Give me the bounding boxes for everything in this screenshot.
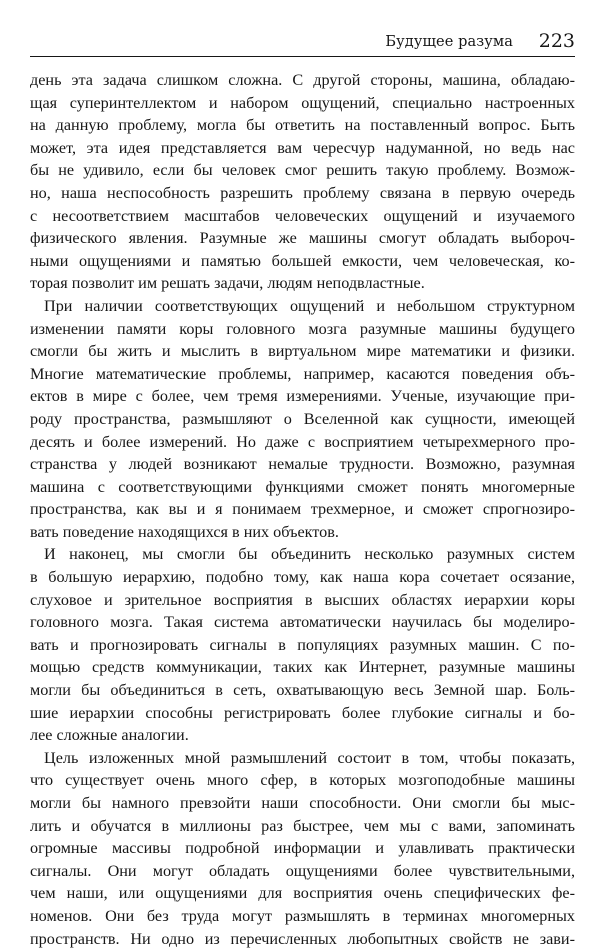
text-line: ными ощущениями и памятью большей емкости, чем человеческая, ко- [30, 251, 575, 270]
text-line: странства у людей возникают немалые трудности. Возможно, разумная [30, 455, 575, 474]
text-line: Многие математические проблемы, например, касаются поведения объ- [30, 364, 575, 383]
text-line: лее сложные аналогии. [30, 726, 189, 745]
text-line: вать и прогнозировать сигналы в популяциях разумных машин. С по- [30, 635, 575, 654]
text-line: могли бы намного превзойти наши способности. Они смогли бы мыс- [30, 794, 575, 812]
text-line: физического явления. Разумные же машины смогут обладать выбороч- [30, 229, 575, 248]
text-line: головного мозга. Такая система автоматически научилась бы моделиро- [30, 613, 575, 632]
text-line: чем наши, или ощущениями для восприятия очень специфических фе- [30, 884, 575, 903]
text-line: шие иерархии способны регистрировать более глубокие сигналы и бо- [30, 703, 575, 722]
text-line: огромные массивы подробной информации и улавливать практически [30, 839, 575, 858]
paragraph [30, 69, 575, 295]
paragraph [30, 747, 575, 950]
text-line: с несоответствием масштабов человеческих ощущений и изучаемого [30, 206, 575, 225]
text-line: что существует очень много сфер, в которых мозгоподобные машины [30, 771, 575, 790]
text-line: десять и более измерений. Но даже с восприятием четырехмерного про- [30, 432, 575, 451]
text-line: может, эта идея представляется вам чересчур надуманной, но ведь нас [30, 138, 575, 157]
text-line: лить и обучатся в миллионы раз быстрее, чем мы с вами, запоминать [30, 816, 575, 835]
header-rule [30, 56, 575, 57]
text-line: пространств. Ни одно из перечисленных любопытных свойств не зави- [30, 929, 575, 948]
text-line: вать поведение находящихся в них объектов. [30, 522, 339, 541]
text-line: Цель изложенных мной размышлений состоит в том, чтобы показать, [44, 748, 575, 767]
text-line: могли бы объединиться в сеть, охватывающую весь Земной шар. Боль- [30, 681, 575, 700]
text-line: день эта задача слишком сложна. С другой стороны, машина, обладаю- [30, 71, 575, 89]
text-line: но, наша неспособность разрешить проблему связана в первую очередь [30, 183, 575, 202]
body-text [30, 69, 575, 950]
text-line: на данную проблему, могла бы ответить на поставленный вопрос. Быть [30, 116, 575, 135]
text-line: изменении памяти коры головного мозга разумные машины будущего [30, 319, 575, 338]
text-line: мощью средств коммуникации, таких как Интернет, разумные машины [30, 658, 575, 677]
text-line: щая суперинтеллектом и набором ощущений, специально настроенных [30, 93, 575, 112]
text-line: сигналы. Они могут обладать ощущениями более чувствительными, [30, 861, 575, 880]
page-number: 223 [538, 30, 575, 52]
text-line: При наличии соответствующих ощущений и небольшом структурном [44, 296, 575, 315]
text-line: слуховое и зрительное восприятия в высших областях иерархии коры [30, 590, 575, 609]
text-line: роду пространства, размышляют о Вселенной как сущности, имеющей [30, 409, 575, 428]
running-header [30, 30, 575, 54]
running-title: Будущее разума [385, 34, 513, 50]
paragraph [30, 295, 575, 544]
text-line: в большую иерархию, подобно тому, как наша кора сочетает осязание, [30, 568, 575, 587]
text-line: бы не удивило, если бы человек смог решить такую проблему. Возмож- [30, 161, 575, 180]
paragraph [30, 543, 575, 746]
text-line: торая позволит им решать задачи, людям неподвластные. [30, 274, 425, 293]
text-line: ектов в мире с более, чем тремя измерениями. Ученые, изучающие при- [30, 387, 575, 406]
text-line: И наконец, мы смогли бы объединить несколько разумных систем [44, 545, 575, 564]
text-line: пространства, как вы и я понимаем трехмерное, и сможет спрогнозиро- [30, 500, 575, 519]
text-line: машина с соответствующими функциями сможет понять многомерные [30, 477, 575, 496]
text-line: смогли бы жить и мыслить в виртуальном мире математики и физики. [30, 342, 575, 361]
text-line: номенов. Они без труда могут размышлять в терминах многомерных [30, 906, 575, 925]
